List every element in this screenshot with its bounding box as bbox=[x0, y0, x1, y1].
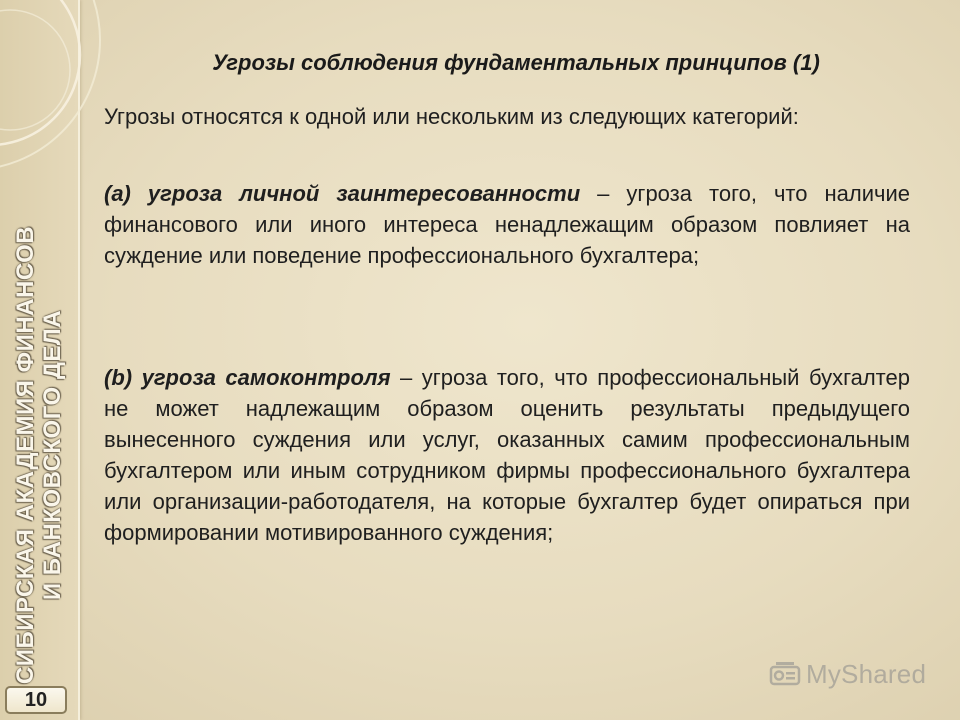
threat-item-a bbox=[104, 178, 910, 271]
threat-item-a-text: – угроза того, что наличие финансового или иного интереса ненадлежащим образом повлияет на суждение или поведение профессионального бухгалтера; bbox=[104, 181, 911, 268]
threat-item-b-term: (b) угроза самоконтроля bbox=[104, 365, 391, 390]
organization-name-line-1: СИБИРСКАЯ АКАДЕМИЯ ФИНАНСОВ bbox=[12, 225, 39, 685]
projector-icon bbox=[768, 657, 802, 691]
watermark bbox=[768, 656, 926, 692]
organization-name-line-2: И БАНКОВСКОГО ДЕЛА bbox=[39, 309, 66, 601]
watermark-text: MyShared bbox=[806, 658, 927, 689]
slide-title: Угрозы соблюдения фундаментальных принципов (1) bbox=[212, 50, 820, 75]
threat-item-a-term: (a) угроза личной заинтересованности bbox=[104, 181, 581, 206]
intro-paragraph: Угрозы относятся к одной или нескольким из следующих категорий: bbox=[104, 104, 799, 129]
organization-name bbox=[12, 220, 66, 690]
threat-item-b-text: – угроза того, что профессиональный бухгалтер не может надлежащим образом оценить результаты предыдущего вынесенного суждения или услуг, оказанных самим профессиональным бухгалтером или иным сотрудником фирмы профессионального бухгалтера или организации-работодателя, на которые бухгалтер будет опираться при формировании мотивированного суждения; bbox=[104, 365, 910, 545]
threat-item-b bbox=[104, 362, 910, 548]
page-number-badge: 10 bbox=[5, 686, 67, 714]
